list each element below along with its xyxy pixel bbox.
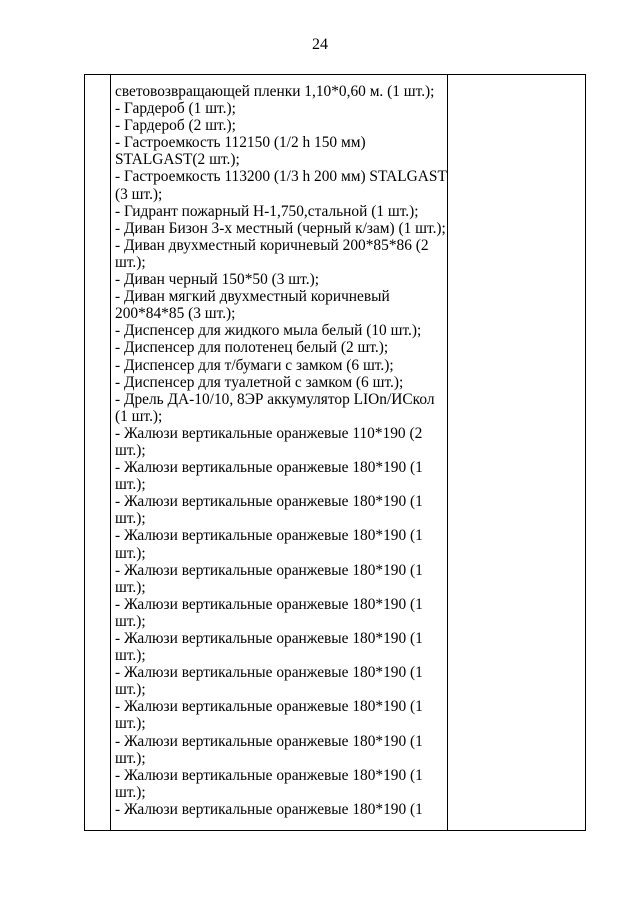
description-line: световозвращающей пленки 1,10*0,60 м. (1 шт.); [115,83,435,100]
description-line: шт.); [115,544,146,562]
description-line: - Гардероб (1 шт.); [115,100,236,118]
description-line: - Жалюзи вертикальные оранжевые 180*190 (1 [115,493,423,511]
description-line: шт.); [115,441,146,459]
description-line: - Жалюзи вертикальные оранжевые 180*190 (1 [115,459,423,477]
description-line: шт.); [115,612,146,630]
description-line: - Диспенсер для полотенец белый (2 шт.); [115,339,389,357]
description-lines [115,83,447,818]
description-line: шт.); [115,510,146,528]
description-line: - Жалюзи вертикальные оранжевые 180*190 (1 [115,527,423,545]
description-line: шт.); [115,715,146,733]
description-line: шт.); [115,476,146,494]
description-line: - Диспенсер для туалетной с замком (6 шт.); [115,373,404,391]
page-number: 24 [312,36,328,53]
description-line: - Дрель ДА-10/10, 8ЭР аккумулятор LIOn/ИСкол [115,390,435,408]
description-line: - Диспенсер для жидкого мыла белый (10 шт.); [115,322,422,340]
description-line: шт.); [115,253,146,271]
description-line: - Жалюзи вертикальные оранжевые 180*190 (1 [115,732,423,750]
description-line: шт.); [115,783,146,801]
description-line: шт.); [115,647,146,665]
number-cell [85,75,111,831]
description-line: - Жалюзи вертикальные оранжевые 180*190 (1 [115,800,423,818]
description-line: - Диспенсер для т/бумаги с замком (6 шт.); [115,356,394,374]
description-cell [111,75,448,831]
description-line: - Гардероб (2 шт.); [115,117,236,135]
description-line: - Диван черный 150*50 (3 шт.); [115,271,319,289]
description-line: (1 шт.); [115,407,163,425]
description-line: - Жалюзи вертикальные оранжевые 180*190 (1 [115,664,423,682]
description-line: - Жалюзи вертикальные оранжевые 180*190 (1 [115,630,423,647]
description-line: - Гастроемкость 113200 (1/3 h 200 мм) STALGAST [115,168,447,186]
description-line: - Жалюзи вертикальные оранжевые 180*190 (1 [115,766,423,784]
description-line: - Жалюзи вертикальные оранжевые 180*190 (1 [115,595,423,613]
description-line: - Диван мягкий двухместный коричневый [115,288,390,306]
description-line: (3 шт.); [115,185,163,203]
description-line: шт.); [115,578,146,596]
description-line: - Жалюзи вертикальные оранжевые 180*190 (1 [115,561,423,579]
description-line: - Диван двухместный коричневый 200*85*86 (2 [115,236,429,254]
note-cell [448,75,586,831]
inventory-table [84,74,586,831]
description-line: шт.); [115,681,146,699]
description-line: 200*84*85 (3 шт.); [115,305,236,323]
description-line: - Гидрант пожарный Н-1,750,стальной (1 шт.); [115,202,419,220]
description-line: - Диван Бизон 3-х местный (черный к/зам) (1 шт.); [115,219,446,237]
description-line: - Жалюзи вертикальные оранжевые 110*190 (2 [115,424,423,442]
description-line: шт.); [115,749,146,767]
description-line: - Жалюзи вертикальные оранжевые 180*190 (1 [115,698,423,716]
description-line: STALGAST(2 шт.); [115,151,240,169]
table-row [85,75,586,831]
description-line: - Гастроемкость 112150 (1/2 h 150 мм) [115,134,366,152]
